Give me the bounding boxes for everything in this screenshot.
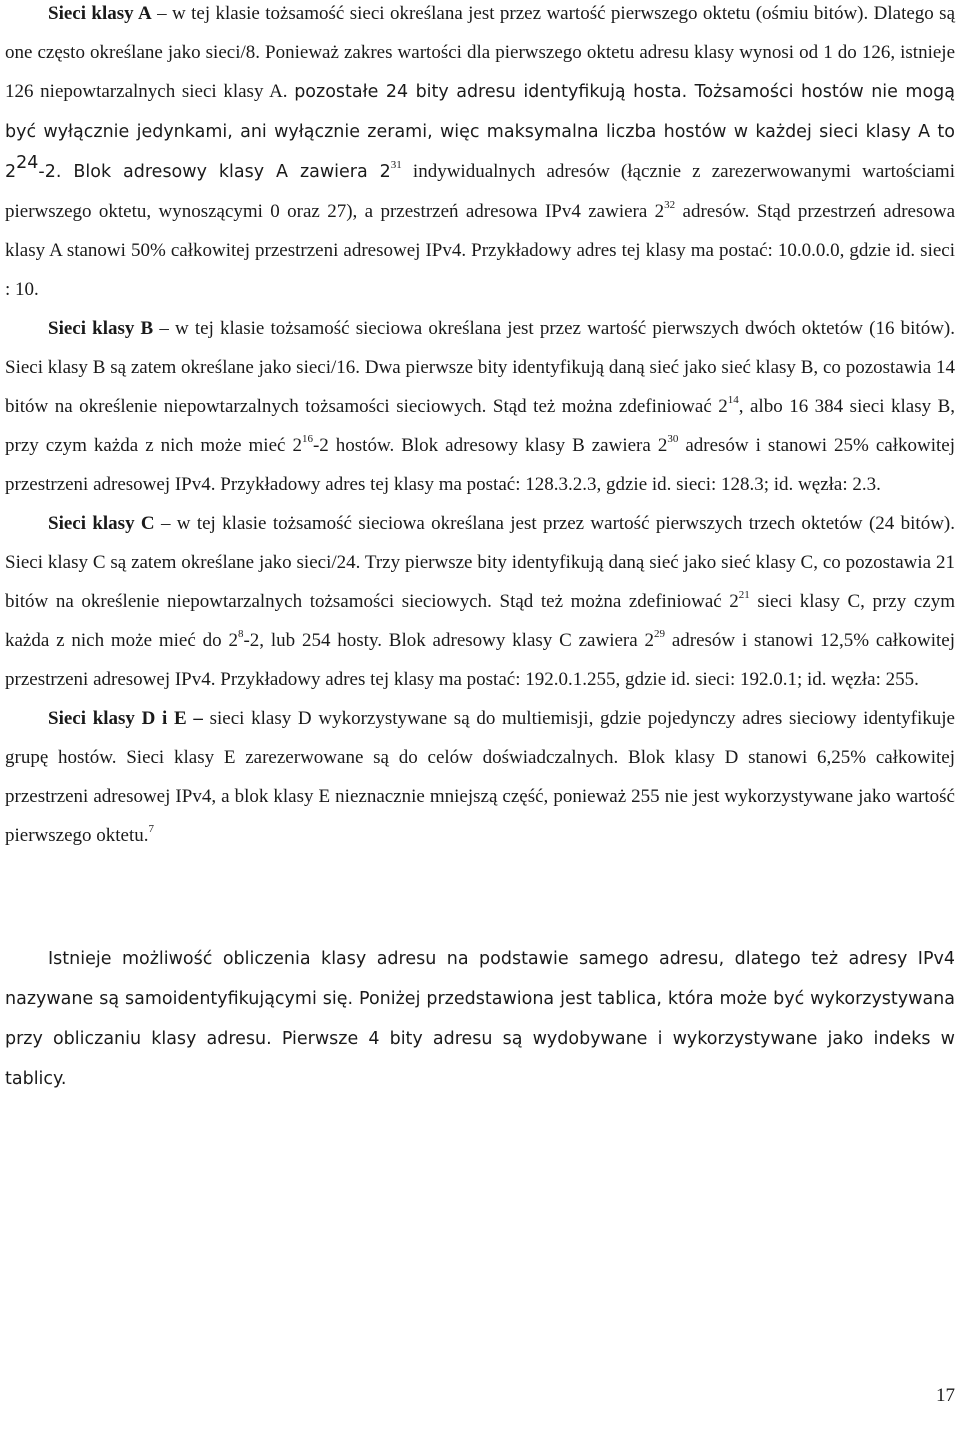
page-number: 17	[936, 1385, 955, 1406]
class-c-exp-29: 29	[654, 627, 665, 640]
paragraph-class-a	[5, 0, 955, 309]
class-c-text-3: adresów i stanowi 12,5% całkowitej przestrzeni adresowej IPv4. Przykładowy adres tej klasy ma postać: 192.0.1.255, gdzie id. sieci: 192.0.1; id. węzła: 255.	[5, 630, 956, 690]
term-class-c: Sieci klasy C	[48, 513, 155, 534]
class-b-text-1: , albo 16 384 sieci klasy B, przy czym każda z nich może mieć 2	[5, 396, 955, 456]
class-a-exp-31: 31	[390, 158, 402, 171]
class-a-exp-32: 32	[664, 198, 676, 211]
term-class-b: Sieci klasy B	[48, 318, 154, 339]
footnote-ref-7[interactable]: 7	[148, 822, 155, 835]
class-b-text-3: adresów i stanowi 25% całkowitej przestrzeni adresowej IPv4. Przykładowy adres tej klasy ma postać: 128.3.2.3, gdzie id. sieci: 128.3; id. węzła: 2.3.	[5, 435, 956, 495]
paragraph-closing	[5, 939, 955, 1099]
class-d-e-text: sieci klasy D wykorzystywane są do multiemisji, gdzie pojedynczy adres sieciowy identyfikuje grupę hostów. Sieci klasy E zarezerwowane są do celów doświadczalnych. Blok klasy D stanowi 6,25% całkowitej przestrzeni adresowej IPv4, a blok klasy E nieznacznie mniejszą część, ponieważ 255 nie jest wykorzystywane jako wartość pierwszego oktetu.	[5, 708, 955, 846]
class-b-exp-16: 16	[301, 432, 313, 445]
class-a-sans-text: pozostałe 24 bity adresu identyfikują hosta. Tożsamości hostów nie mogą być wyłącznie jedynkami, ani wyłącznie zerami, więc maksymalna liczba hostów w każdej sieci klasy A to 2	[5, 82, 955, 182]
paragraph-class-b	[5, 309, 955, 504]
paragraph-class-d-e	[5, 699, 955, 855]
closing-text: Istnieje możliwość obliczenia klasy adresu na podstawie samego adresu, dlatego też adresy IPv4 nazywane są samoidentyfikującymi się. Poniżej przedstawiona jest tablica, która może być wykorzystywana przy obliczaniu klasy adresu. Pierwsze 4 bity adresu są wydobywane i wykorzystywane jako indeks w tablicy.	[5, 949, 955, 1089]
paragraph-class-c	[5, 504, 955, 699]
class-a-lead: – w tej klasie tożsamość sieci określana jest przez wartość pierwszego oktetu (ośmiu bitów). Dlatego są one często określane jako sieci/8. Ponieważ zakres wartości dla pierwszego oktetu adresu klasy wynosi od 1 do 126, istnieje 126 niepowtarzalnych sieci klasy A.	[5, 3, 956, 102]
class-a-text-2: indywidualnych adresów (łącznie z zarezerwowanymi wartościami pierwszego oktetu, wynoszącymi 0 oraz 27), a przestrzeń adresowa IPv4 zawiera 2	[5, 161, 955, 222]
class-a-text-3: adresów. Stąd przestrzeń adresowa klasy A stanowi 50% całkowitej przestrzeni adresowej IPv4. Przykładowy adres tej klasy ma postać: 10.0.0.0, gdzie id. sieci : 10.	[5, 201, 955, 300]
class-a-exp-24: 24	[16, 152, 39, 173]
term-class-a: Sieci klasy A	[48, 3, 152, 24]
class-b-exp-14: 14	[727, 393, 739, 406]
class-b-text-2: -2 hostów. Blok adresowy klasy B zawiera 2	[312, 435, 668, 456]
class-c-text-1: sieci klasy C, przy czym każda z nich może mieć do 2	[5, 591, 955, 651]
term-class-d-e: Sieci klasy D i E –	[48, 708, 203, 729]
class-b-exp-30: 30	[667, 432, 679, 445]
class-c-text-0: – w tej klasie tożsamość sieciowa określana jest przez wartość pierwszych trzech oktetów (24 bitów). Sieci klasy C są zatem określane jako sieci/24. Trzy pierwsze bity identyfikują daną sieć jako sieć klasy C, co pozostawia 21 bitów na określenie niepowtarzalnych tożsamości sieciowych. Stąd też można zdefiniować 2	[5, 513, 955, 612]
class-c-exp-8: 8	[237, 627, 244, 640]
document-page	[5, 0, 955, 1099]
class-c-text-2: -2, lub 254 hosty. Blok adresowy klasy C zawiera 2	[243, 630, 654, 651]
class-a-text-1: -2. Blok adresowy klasy A zawiera 2	[38, 162, 391, 182]
class-c-exp-21: 21	[738, 588, 750, 601]
paragraph-gap	[5, 855, 955, 939]
class-b-text-0: – w tej klasie tożsamość sieciowa określana jest przez wartość pierwszych dwóch oktetów (16 bitów). Sieci klasy B są zatem określane jako sieci/16. Dwa pierwsze bity identyfikują daną sieć jako sieć klasy B, co pozostawia 14 bitów na określenie niepowtarzalnych tożsamości sieciowych. Stąd też można zdefiniować 2	[5, 318, 955, 417]
